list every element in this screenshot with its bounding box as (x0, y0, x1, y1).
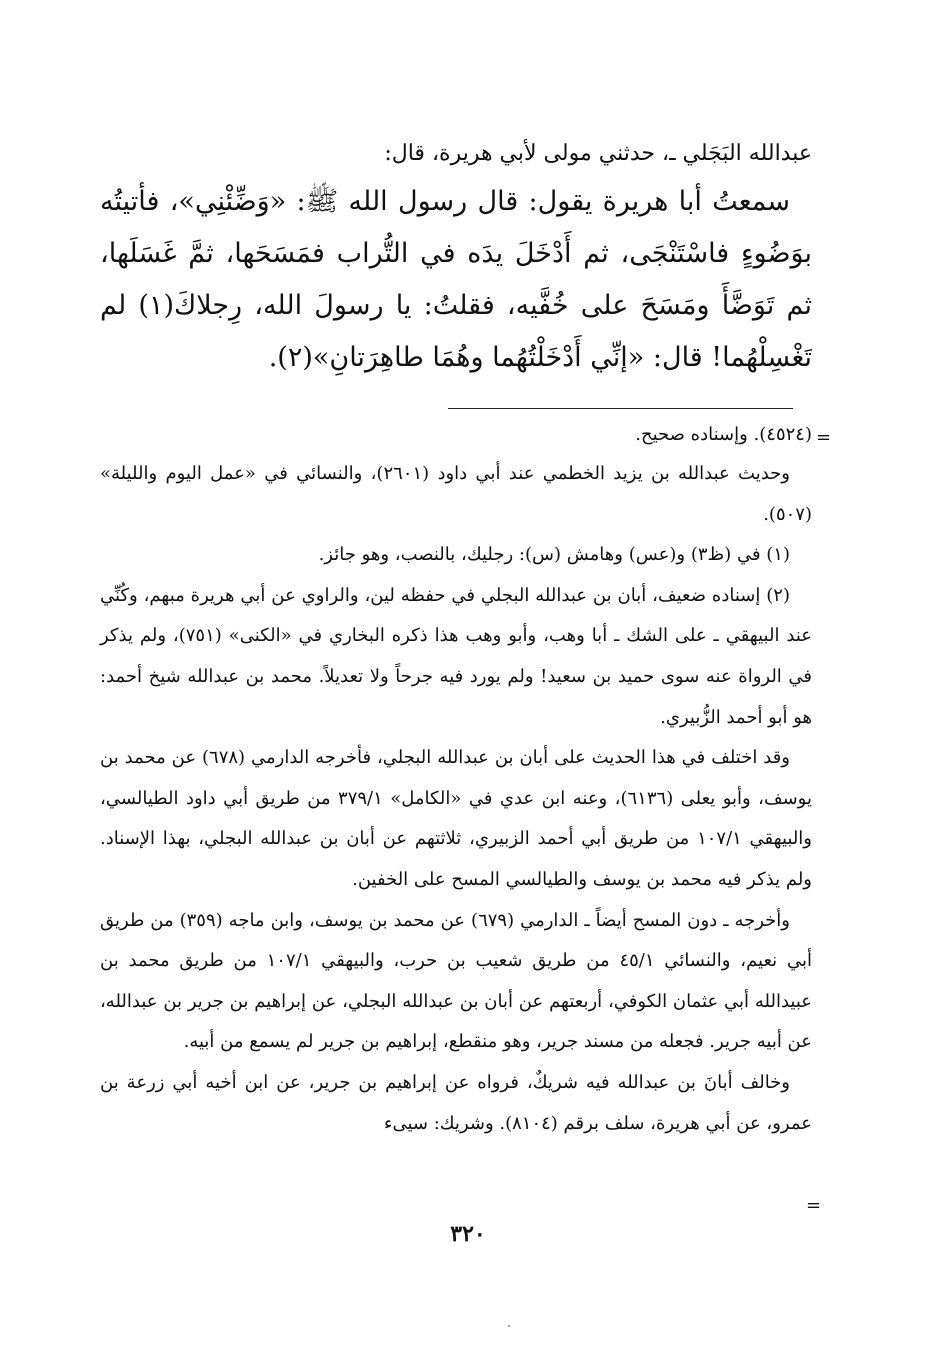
hadith-paragraph: سمعتُ أبا هريرة يقول: قال رسول الله ﷺ: «وَضِّئْنِي»، فأتيتُه بوَضُوءٍ فاسْتَنْجَى، ثم أَدْخَلَ يدَه في التُّراب فمَسَحَها، ثمَّ غَسَلَها، ثم تَوَضَّأَ ومَسَحَ على خُفَّيه، فقلتُ: يا رسولَ الله، رِجلاكَ(١) لم تَغْسِلْهُما! قال: «إنِّي أَدْخَلْتُهُما وهُمَا طاهِرَتانِ»(٢). (100, 186, 812, 373)
continuation-mark-top: = (816, 427, 832, 448)
scan-speck (508, 1325, 510, 1327)
main-text (100, 132, 812, 384)
footnote-continuation-paragraph: وحديث عبدالله بن يزيد الخطمي عند أبي داود (٢٦٠١)، والنسائي في «عمل اليوم والليلة» (٥٠٧). (100, 463, 812, 525)
intro-line: عبدالله البَجَلي ـ، حدثني مولى لأبي هريرة، قال: (384, 141, 812, 166)
footnote-2-paragraph-3: وقد اختلف في هذا الحديث على أبان بن عبدالله البجلي، فأخرجه الدارمي (٦٧٨) عن محمد بن يوسف، وأبو يعلى (٦١٣٦)، وعنه ابن عدي في «الكامل» ٣٧٩/١ من طريق أبي داود الطيالسي، والبيهقي ١٠٧/١ من طريق أبي أحمد الزبيري، ثلاثتهم عن أبان بن عبدالله البجلي، بهذا الإسناد. ولم يذكر فيه محمد بن يوسف والطيالسي المسح على الخفين. (100, 747, 812, 890)
footnote-2-paragraph-5: وخالف أبانَ بن عبدالله فيه شريكٌ، فرواه عن إبراهيم بن جرير، عن ابن أخيه أبي زرعة بن عمرو، عن أبي هريرة، سلف برقم (٨١٠٤). وشريك: سيىء (100, 1071, 812, 1134)
footnote-2-paragraph-4: وأخرجه ـ دون المسح أيضاً ـ الدارمي (٦٧٩) عن محمد بن يوسف، وابن ماجه (٣٥٩) من طريق أبي نعيم، والنسائي ٤٥/١ من طريق شعيب بن حرب، والبيهقي ١٠٧/١ من طريق محمد بن عبيدالله أبي عثمان الكوفي، أربعتهم عن أبان بن عبدالله البجلي، عن إبراهيم بن جرير بن عبدالله، عن أبيه جرير. فجعله من مسند جرير، وهو منقطع، إبراهيم بن جرير لم يسمع من أبيه. (100, 909, 812, 1053)
footnote-2: (٢) إسناده ضعيف، أبان بن عبدالله البجلي في حفظه لين، والراوي عن أبي هريرة مبهم، وكُنِّي عند البيهقي ـ على الشك ـ أبا وهب، وأبو وهب هذا ذكره البخاري في «الكنى» (٧٥١)، ولم يذكر في الرواة عنه سوى حميد بن سعيد! ولم يورد فيه جرحاً ولا تعديلاً. محمد بن عبدالله شيخ أحمد: هو أبو أحمد الزُّبيري. (100, 584, 812, 728)
continuation-mark-bottom: = (806, 1195, 822, 1216)
page-number: ٣٢٠ (450, 1221, 486, 1247)
footnote-separator (448, 408, 793, 409)
footnote-continuation-line: (٤٥٢٤). وإسناده صحيح. (635, 424, 812, 445)
footnote-1: (١) في (ظ٣) و(عس) وهامش (س): رجليك، بالنصب، وهو جائز. (318, 544, 790, 566)
footnotes (100, 420, 812, 1144)
